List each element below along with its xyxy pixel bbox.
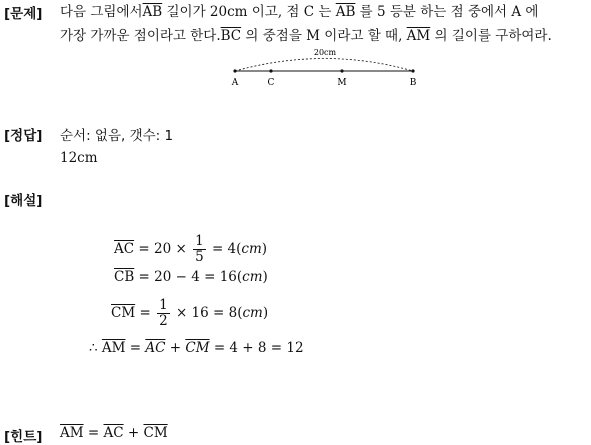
- point-m-label: M: [337, 78, 347, 88]
- point-b-label: B: [409, 78, 417, 88]
- problem-label: [문제]: [4, 6, 43, 22]
- problem-line-1: 다음 그림에서$\overline{AB}$ 길이가 20cm 이고, 점 C 는 $\overline{AB}$ 를 5 등분 하는 점 중에서 A 에: [60, 4, 539, 20]
- equation-3: $\overline{CM}$ = $\frac{1}{2}$ × 16 = 8(cm): [111, 297, 269, 329]
- length-label: 20cm: [313, 48, 337, 57]
- point-a: [233, 69, 236, 72]
- point-c-label: C: [267, 78, 275, 88]
- segment-bc: $\overline{BC}$: [220, 28, 242, 44]
- segment-am: $\overline{AM}$: [406, 28, 431, 44]
- fraction-one-half: $\frac{1}{2}$: [159, 297, 168, 329]
- segment-ab-2: $\overline{AB}$: [335, 4, 356, 20]
- equation-2: $\overline{CB} = 20 - 4 = 16(cm)$: [114, 269, 268, 285]
- hint-label: [힌트]: [4, 429, 43, 445]
- therefore-symbol: ∴: [89, 340, 102, 356]
- fraction-one-fifth: $\frac{1}{5}$: [195, 233, 204, 265]
- equation-4: ∴ $\overline{AM} = \overline{AC} + \overline{CM} = 4 + 8 = 12$: [89, 340, 304, 356]
- point-m: [340, 69, 343, 72]
- hint-equation: $\overline{AM} = \overline{AC} + \overline{CM}$: [60, 425, 168, 441]
- point-a-label: A: [231, 78, 239, 88]
- answer-label: [정답]: [4, 128, 43, 144]
- solution-label: [해설]: [4, 193, 43, 209]
- segment-ab: $\overline{AB}$: [142, 4, 163, 20]
- equation-1: $\overline{AC} = 20$ × $\frac{1}{5}$ = 4(cm): [114, 233, 268, 265]
- point-b: [411, 69, 414, 72]
- length-arc: [235, 59, 413, 72]
- answer-value: 12cm: [60, 150, 98, 166]
- answer-meta: 순서: 없음, 갯수: 1: [60, 128, 174, 144]
- point-c: [269, 69, 272, 72]
- problem-line-2: 가장 가까운 점이라고 한다$.\overline{BC}$ 의 중점을 M 이라고 할 때, $\overline{AM}$ 의 길이를 구하여라.: [60, 28, 552, 44]
- segment-figure: [225, 44, 425, 90]
